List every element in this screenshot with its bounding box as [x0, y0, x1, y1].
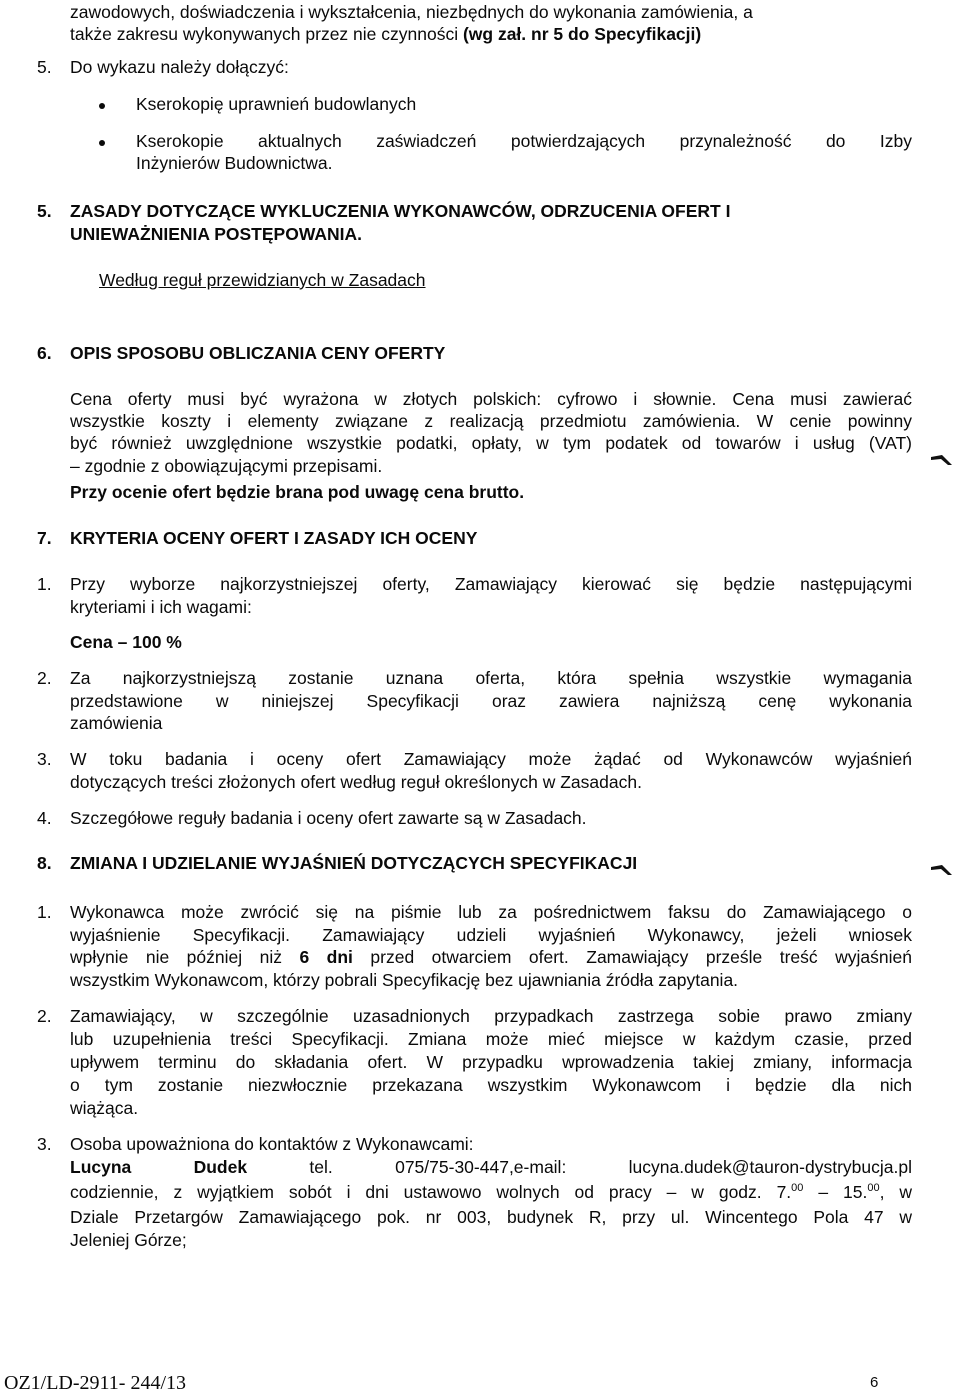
item-text: [70, 947, 912, 968]
item-text: zamówienia: [70, 713, 163, 733]
text-line: [70, 24, 701, 45]
bullet-text: Kserokopię uprawnień budowlanych: [136, 94, 417, 114]
item-text: lub uzupełnienia treści Specyfikacji. Zmiana może mieć miejsce w każdym czasie, przed: [70, 1029, 912, 1049]
text-run: także zakresu wykonywanych przez nie czynności: [70, 24, 463, 44]
section-title: OPIS SPOSOBU OBLICZANIA CENY OFERTY: [70, 343, 446, 363]
item-text: Jeleniej Górze;: [70, 1230, 187, 1250]
contact-name: Lucyna Dudek: [70, 1157, 248, 1177]
bullet-text: Kserokopie aktualnych zaświadczeń potwierdzających przynależność do Izby: [136, 131, 912, 151]
text-run: wpłynie nie później niż: [70, 947, 300, 967]
item-text: kryteriami i ich wagami:: [70, 597, 252, 617]
attachment-reference: (wg zał. nr 5 do Specyfikacji): [462, 24, 702, 44]
paragraph-line: wszystkie koszty i elementy związane z realizacją przedmiotu zamówienia. W cenie powinny: [70, 411, 912, 431]
paragraph-line: – zgodnie z obowiązującymi przepisami.: [70, 456, 383, 476]
criterion: Cena – 100 %: [70, 632, 182, 652]
item-text: upływem terminu do składania ofert. W przypadku wprowadzenia takiej zmiany, informacja: [70, 1052, 912, 1072]
item-number: 1.: [37, 574, 52, 594]
superscript: 00: [867, 1182, 880, 1195]
section-title: KRYTERIA OCENY OFERT I ZASADY ICH OCENY: [70, 528, 478, 548]
text-line: zawodowych, doświadczenia i wykształcenia, niezbędnych do wykonania zamówienia, a: [70, 2, 753, 22]
section-number: 8.: [37, 853, 52, 873]
item-number: 1.: [37, 902, 52, 922]
item-text: Za najkorzystniejszą zostanie uznana oferta, która spełnia wszystkie wymagania: [70, 668, 912, 688]
item-number: 5.: [37, 57, 52, 77]
item-text: Osoba upoważniona do kontaktów z Wykonawcami:: [70, 1134, 474, 1154]
section-title: ZMIANA I UDZIELANIE WYJAŚNIEŃ DOTYCZĄCYCH SPECYFIKACJI: [70, 853, 638, 873]
item-text: W toku badania i oceny ofert Zamawiający może żądać od Wykonawców wyjaśnień: [70, 749, 912, 769]
item-text: Do wykazu należy dołączyć:: [70, 57, 289, 77]
item-text: przedstawione w niniejszej Specyfikacji oraz zawiera najniższą cenę wykonania: [70, 691, 912, 711]
item-text: Zamawiający, w szczególnie uzasadnionych przypadkach zastrzega sobie prawo zmiany: [70, 1006, 912, 1026]
text-run: codziennie, z wyjątkiem sobót i dni ustawowo wolnych od pracy – w godz. 7.: [70, 1182, 792, 1202]
contact-line: [70, 1157, 912, 1178]
section-number: 7.: [37, 528, 52, 548]
section-title: ZASADY DOTYCZĄCE WYKLUCZENIA WYKONAWCÓW, ODRZUCENIA OFERT I: [70, 201, 731, 221]
paragraph-line: Cena oferty musi być wyrażona w złotych polskich: cyfrowo i słownie. Cena musi zawierać: [70, 389, 912, 409]
document-code: OZ1/LD-2911- 244/13: [4, 1372, 187, 1394]
paragraph-line: być również uwzględnione wszystkie podatki, opłaty, w tym podatek od towarów i usług (VAT): [70, 433, 912, 453]
item-text: wyjaśnienie Specyfikacji. Zamawiający udzieli wyjaśnień Wykonawcy, jeżeli wniosek: [70, 925, 912, 945]
item-text: wszystkim Wykonawcom, którzy pobrali Specyfikację bez ujawniania źródła zapytania.: [70, 970, 739, 990]
item-text: Przy wyborze najkorzystniejszej oferty, Zamawiający kierować się będzie następującymi: [70, 574, 912, 594]
item-number: 4.: [37, 808, 52, 828]
section-title: UNIEWAŻNIENIA POSTĘPOWANIA.: [70, 224, 363, 244]
item-number: 2.: [37, 1006, 52, 1026]
bullet-dot: [99, 103, 105, 109]
margin-mark-icon: [930, 453, 954, 467]
hours-line: [70, 1182, 912, 1203]
text-run: , w: [879, 1182, 912, 1202]
margin-mark-icon: [930, 863, 954, 877]
item-text: Szczegółowe reguły badania i oceny ofert zawarte są w Zasadach.: [70, 808, 587, 828]
contact-tel-label: tel.: [309, 1157, 333, 1177]
section-number: 6.: [37, 343, 52, 363]
text-run: – 15.: [803, 1182, 868, 1202]
section-number: 5.: [37, 201, 52, 221]
paragraph-line-bold: Przy ocenie ofert będzie brana pod uwagę cena brutto.: [70, 482, 525, 502]
item-text: o tym zostanie niezwłocznie przekazana wszystkim Wykonawcom i będzie dla nich: [70, 1075, 912, 1095]
section-note: Według reguł przewidzianych w Zasadach: [99, 270, 426, 290]
item-number: 3.: [37, 749, 52, 769]
item-text: wiążąca.: [70, 1098, 139, 1118]
deadline-days: 6 dni: [299, 947, 353, 967]
contact-tel: 075/75-30-447,e-mail:: [395, 1157, 567, 1177]
item-text: Dziale Przetargów Zamawiającego pok. nr 003, budynek R, przy ul. Wincentego Pola 47 w: [70, 1207, 912, 1227]
page-number: 6: [870, 1374, 879, 1391]
bullet-dot: [99, 140, 105, 146]
contact-email: lucyna.dudek@tauron-dystrybucja.pl: [628, 1157, 912, 1177]
item-number: 3.: [37, 1134, 52, 1154]
item-number: 2.: [37, 668, 52, 688]
superscript: 00: [791, 1182, 804, 1195]
bullet-text: Inżynierów Budownictwa.: [136, 153, 333, 173]
item-text: dotyczących treści złożonych ofert według reguł określonych w Zasadach.: [70, 772, 642, 792]
item-text: Wykonawca może zwrócić się na piśmie lub za pośrednictwem faksu do Zamawiającego o: [70, 902, 912, 922]
text-run: przed otwarciem ofert. Zamawiający prześle treść wyjaśnień: [352, 947, 912, 967]
